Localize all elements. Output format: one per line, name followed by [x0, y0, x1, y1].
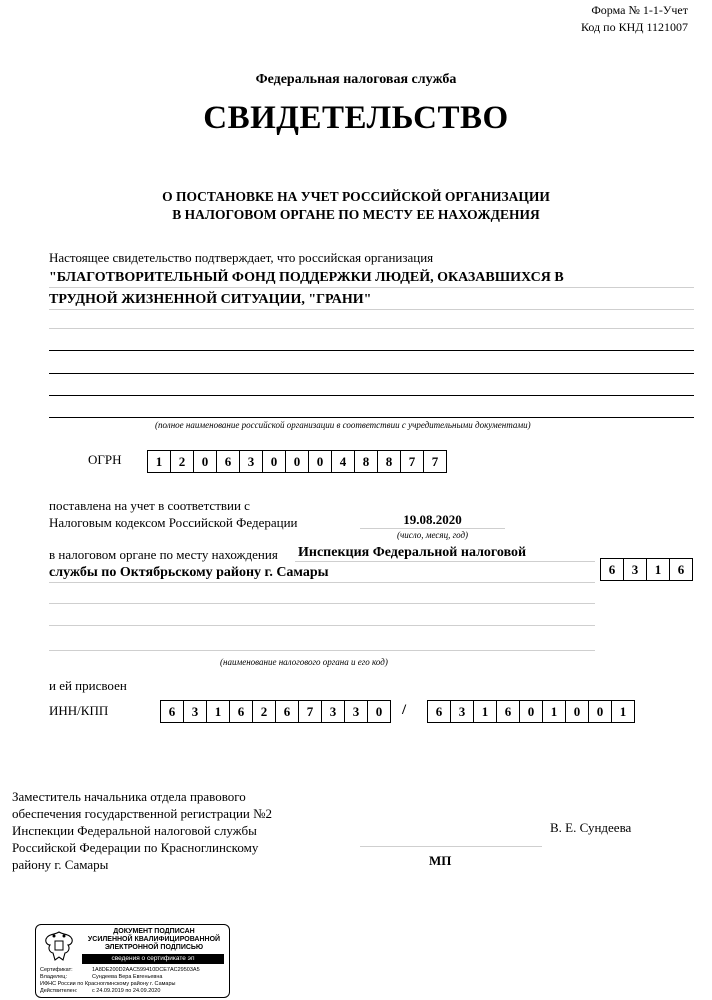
ogrn-digit-box: 7 — [431, 453, 439, 469]
org-line-4 — [49, 350, 694, 351]
tax-office-line-5 — [49, 650, 595, 651]
stamp-row — [40, 967, 226, 974]
knd-code: Код по КНД 1121007 — [581, 20, 688, 34]
kpp-digit-box: 0 — [566, 701, 589, 722]
kpp-digit-box: 6 — [428, 701, 451, 722]
inn-digit-box: 3 — [322, 701, 345, 722]
stamp-row — [40, 981, 226, 988]
inn-digit-box: 3 — [345, 701, 368, 722]
tax-office-code-digit-box: 1 — [647, 559, 670, 580]
tax-office-line-2 — [49, 582, 595, 583]
inn-digit-box: 0 — [375, 703, 383, 719]
tax-office-code-digit-box: 3 — [624, 559, 647, 580]
assigned-label: и ей присвоен — [49, 678, 127, 693]
kpp-digit-box: 1 — [474, 701, 497, 722]
inn-digit-box: 2 — [253, 701, 276, 722]
org-line-2 — [49, 309, 694, 310]
signatory-line: Инспекции Федеральной налоговой службы — [12, 823, 257, 838]
subtitle-line-2: В НАЛОГОВОМ ОРГАНЕ ПО МЕСТУ ЕЕ НАХОЖДЕНИЯ — [172, 207, 540, 222]
org-name-note: (полное наименование российской организации в соответствии с учредительными документами) — [155, 420, 531, 430]
mp-label: МП — [429, 853, 452, 868]
ogrn-digit-box: 0 — [286, 451, 309, 472]
kpp-digit-box: 0 — [589, 701, 612, 722]
ogrn-digit-box: 3 — [240, 451, 263, 472]
stamp-row-value: Сундеева Вера Евгеньевна — [92, 974, 163, 980]
signatory-line: Заместитель начальника отдела правового — [12, 789, 246, 804]
stamp-rows — [40, 967, 226, 995]
ogrn-digit-box: 7 — [401, 451, 424, 472]
coat-of-arms-icon — [40, 929, 78, 963]
inn-digit-box: 3 — [184, 701, 207, 722]
ogrn-digit-box: 0 — [263, 451, 286, 472]
signature-line — [360, 846, 542, 847]
subtitle-line-1: О ПОСТАНОВКЕ НА УЧЕТ РОССИЙСКОЙ ОРГАНИЗАЦИИ — [162, 189, 550, 204]
tax-office-line-1 — [295, 561, 595, 562]
ogrn-digit-box: 0 — [194, 451, 217, 472]
kpp-boxes — [427, 700, 635, 723]
stamp-row-key: ИФНС России по Красноглинскому району г. Самары — [40, 981, 176, 987]
tax-office-code-boxes — [600, 558, 693, 581]
date-note: (число, месяц, год) — [396, 530, 469, 540]
signatory-name: В. Е. Сундеева — [550, 820, 632, 835]
form-number: Форма № 1-1-Учет — [591, 3, 688, 17]
tax-office-label: в налоговом органе по месту нахождения — [49, 547, 278, 562]
ogrn-label: ОГРН — [88, 452, 122, 467]
inn-digit-box: 1 — [207, 701, 230, 722]
stamp-row-value: с 24.09.2019 по 24.09.2020 — [92, 988, 161, 994]
ogrn-boxes — [147, 450, 447, 473]
kpp-digit-box: 0 — [520, 701, 543, 722]
inn-digit-box: 7 — [299, 701, 322, 722]
ogrn-digit-box: 6 — [217, 451, 240, 472]
stamp-row-key: Сертификат: — [40, 967, 73, 973]
stamp-head-line: ЭЛЕКТРОННОЙ ПОДПИСЬЮ — [104, 944, 204, 951]
ogrn-digit-box: 8 — [355, 451, 378, 472]
stamp-row — [40, 974, 226, 981]
inn-kpp-label: ИНН/КПП — [49, 703, 109, 718]
tax-office-name-line-1: Инспекция Федеральной налоговой — [298, 545, 527, 560]
stamp-heading — [82, 928, 226, 952]
document-subtitle — [0, 188, 712, 224]
date-line — [360, 528, 505, 529]
kpp-digit-box: 3 — [451, 701, 474, 722]
signatory-line: району г. Самары — [12, 857, 109, 872]
ogrn-digit-box: 8 — [378, 451, 401, 472]
stamp-cert-bar: сведения о сертификате эп — [82, 954, 224, 964]
tax-office-code-digit-box: 6 — [677, 561, 685, 577]
tax-office-code-digit-box: 6 — [601, 559, 624, 580]
e-signature-stamp — [35, 924, 230, 998]
tax-office-line-3 — [49, 603, 595, 604]
registration-date: 19.08.2020 — [403, 512, 462, 527]
ogrn-digit-box: 0 — [309, 451, 332, 472]
intro-text: Настоящее свидетельство подтверждает, что российская организация — [49, 250, 434, 265]
signatory-position — [12, 788, 272, 873]
inn-kpp-separator: / — [402, 702, 407, 718]
kpp-digit-box: 1 — [619, 703, 627, 719]
inn-digit-box: 6 — [276, 701, 299, 722]
signatory-line: обеспечения государственной регистрации №2 — [12, 806, 273, 821]
inn-digit-box: 6 — [230, 701, 253, 722]
agency-name: Федеральная налоговая служба — [255, 72, 457, 87]
org-line-3 — [49, 328, 694, 329]
inn-boxes — [160, 700, 391, 723]
tax-office-note: (наименование налогового органа и его код) — [220, 657, 388, 667]
org-line-5 — [49, 373, 694, 374]
org-line-6 — [49, 395, 694, 396]
document-title: СВИДЕТЕЛЬСТВО — [203, 100, 509, 136]
org-name-line-1: "БЛАГОТВОРИТЕЛЬНЫЙ ФОНД ПОДДЕРЖКИ ЛЮДЕЙ, ОКАЗАВШИХСЯ В — [49, 270, 564, 285]
form-header — [581, 2, 688, 36]
stamp-row-key: Владелец: — [40, 974, 67, 980]
tax-office-name-line-2: службы по Октябрьскому району г. Самары — [49, 565, 329, 580]
ogrn-digit-box: 1 — [148, 451, 171, 472]
org-line-7 — [49, 417, 694, 418]
signatory-line: Российской Федерации по Красноглинскому — [12, 840, 259, 855]
org-name-line-2: ТРУДНОЙ ЖИЗНЕННОЙ СИТУАЦИИ, "ГРАНИ" — [49, 292, 372, 307]
kpp-digit-box: 1 — [543, 701, 566, 722]
stamp-row-value: 1A8DE200D2AAC599410DCE7AC29503A5 — [92, 967, 200, 973]
org-line-1 — [49, 287, 694, 288]
kpp-digit-box: 6 — [497, 701, 520, 722]
stamp-head-line: ДОКУМЕНТ ПОДПИСАН — [113, 928, 195, 935]
registration-line-2: Налоговым кодексом Российской Федерации — [49, 515, 298, 530]
stamp-row — [40, 988, 226, 995]
ogrn-digit-box: 2 — [171, 451, 194, 472]
inn-digit-box: 6 — [161, 701, 184, 722]
registration-line-1: поставлена на учет в соответствии с — [49, 498, 250, 513]
stamp-row-key: Действителен: — [40, 988, 78, 994]
tax-office-line-4 — [49, 625, 595, 626]
stamp-head-line: УСИЛЕННОЙ КВАЛИФИЦИРОВАННОЙ — [87, 936, 221, 943]
ogrn-digit-box: 4 — [332, 451, 355, 472]
